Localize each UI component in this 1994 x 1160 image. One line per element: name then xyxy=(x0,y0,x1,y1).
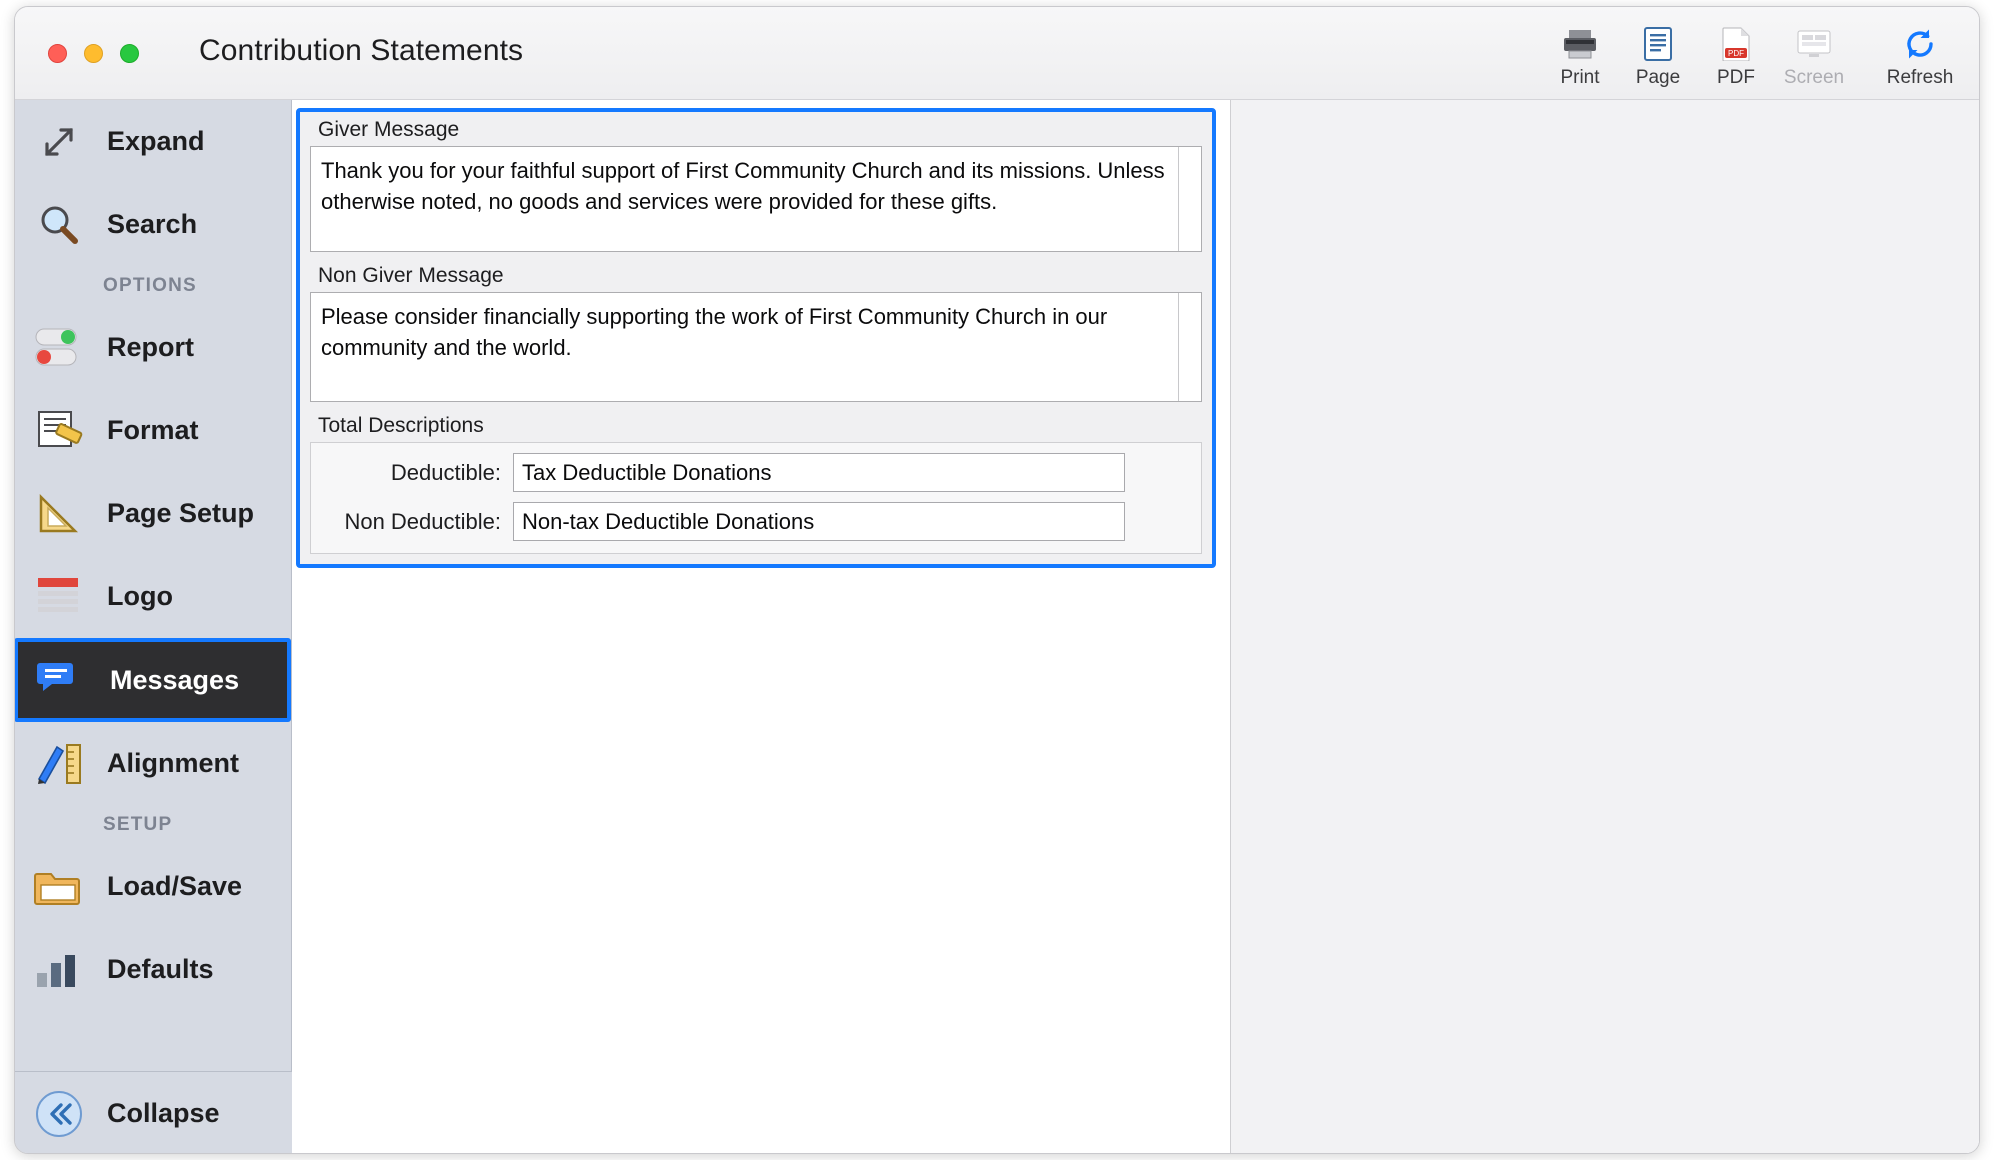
giver-message-group xyxy=(300,112,1212,252)
window-title: Contribution Statements xyxy=(199,34,524,67)
screen-icon xyxy=(1797,27,1831,61)
preview-pane xyxy=(1230,100,1980,1154)
toolbar-pdf-label: PDF xyxy=(1717,67,1755,88)
folder-icon xyxy=(31,859,87,915)
sidebar-footer xyxy=(15,1071,292,1154)
page-icon xyxy=(1644,27,1672,61)
sidebar-item-logo-label: Logo xyxy=(107,581,173,611)
title-bar xyxy=(15,7,1979,100)
sidebar-item-format-label: Format xyxy=(107,415,199,445)
deductible-row xyxy=(323,453,1189,492)
app-window xyxy=(14,6,1980,1154)
non-giver-message-input[interactable]: Please consider financially supporting the work of First Community Church in our community and the world. xyxy=(321,304,1114,360)
sidebar-item-expand-label: Expand xyxy=(107,126,205,156)
messages-settings-panel xyxy=(296,108,1216,568)
toolbar-pdf-button[interactable] xyxy=(1697,19,1775,89)
toolbar-print-label: Print xyxy=(1560,67,1600,88)
sidebar-item-report-label: Report xyxy=(107,332,194,362)
non-giver-message-label: Non Giver Message xyxy=(318,264,504,287)
toolbar-page-button[interactable] xyxy=(1619,19,1697,89)
non-giver-message-group xyxy=(300,258,1212,402)
toolbar-refresh-button[interactable] xyxy=(1881,19,1959,89)
speech-bubble-icon xyxy=(34,652,90,708)
non-deductible-input[interactable]: Non-tax Deductible Donations xyxy=(513,502,1125,541)
sidebar-item-defaults[interactable] xyxy=(15,928,291,1011)
pen-ruler-icon xyxy=(31,736,87,792)
sidebar-section-options: OPTIONS xyxy=(103,275,197,296)
expand-arrows-icon xyxy=(31,114,87,170)
non-giver-message-scrollbar[interactable] xyxy=(1178,293,1201,401)
sidebar-item-collapse-label: Collapse xyxy=(107,1098,220,1128)
non-deductible-label: Non Deductible: xyxy=(344,508,501,534)
sidebar-item-defaults-label: Defaults xyxy=(107,954,214,984)
toolbar-screen-button[interactable] xyxy=(1775,19,1853,89)
sidebar-item-page-setup-label: Page Setup xyxy=(107,498,255,528)
toolbar-page-label: Page xyxy=(1635,67,1681,88)
format-ruler-icon xyxy=(31,403,87,459)
sidebar-section-setup: SETUP xyxy=(103,814,173,835)
logo-icon xyxy=(31,569,87,625)
sidebar xyxy=(15,100,292,1154)
zoom-button[interactable] xyxy=(120,44,139,63)
non-deductible-row xyxy=(323,502,1189,541)
magnifier-icon xyxy=(31,197,87,253)
window-controls xyxy=(48,44,139,63)
toolbar-print-button[interactable] xyxy=(1541,19,1619,89)
deductible-input[interactable]: Tax Deductible Donations xyxy=(513,453,1125,492)
total-descriptions-group xyxy=(300,408,1212,554)
sidebar-item-messages-label: Messages xyxy=(110,664,240,695)
minimize-button[interactable] xyxy=(84,44,103,63)
bar-chart-icon xyxy=(31,942,87,998)
close-button[interactable] xyxy=(48,44,67,63)
toggles-icon xyxy=(31,320,87,376)
total-descriptions-box xyxy=(310,442,1202,554)
pdf-icon xyxy=(1722,27,1750,61)
sidebar-item-collapse[interactable] xyxy=(15,1072,292,1154)
sidebar-item-report[interactable] xyxy=(15,306,291,389)
window-body xyxy=(15,100,1980,1154)
sidebar-item-load-save-label: Load/Save xyxy=(107,871,243,901)
sidebar-item-load-save[interactable] xyxy=(15,845,291,928)
sidebar-item-format[interactable] xyxy=(15,389,291,472)
total-descriptions-label: Total Descriptions xyxy=(318,414,484,437)
toolbar xyxy=(1541,19,1959,89)
giver-message-field[interactable] xyxy=(310,146,1202,252)
toolbar-screen-label: Screen xyxy=(1783,67,1845,88)
non-giver-message-field[interactable] xyxy=(310,292,1202,402)
sidebar-item-alignment-label: Alignment xyxy=(107,748,239,778)
triangle-ruler-icon xyxy=(31,486,87,542)
sidebar-item-messages[interactable] xyxy=(14,638,291,722)
svg-text:PDF: PDF xyxy=(1728,49,1744,58)
deductible-label: Deductible: xyxy=(390,459,501,485)
sidebar-item-alignment[interactable] xyxy=(15,722,291,805)
giver-message-scrollbar[interactable] xyxy=(1178,147,1201,251)
sidebar-item-logo[interactable] xyxy=(15,555,291,638)
content-area xyxy=(292,100,1980,1154)
sidebar-item-page-setup[interactable] xyxy=(15,472,291,555)
sidebar-item-expand[interactable] xyxy=(15,100,291,183)
toolbar-refresh-label: Refresh xyxy=(1886,67,1954,88)
printer-icon xyxy=(1562,27,1598,61)
double-chevron-left-icon xyxy=(31,1086,87,1142)
giver-message-input[interactable]: Thank you for your faithful support of First Community Church and its missions. Unless otherwise noted, no goods and services were provided for these gifts. xyxy=(321,158,1171,214)
refresh-icon xyxy=(1903,27,1937,61)
sidebar-item-search-label: Search xyxy=(107,209,198,239)
sidebar-item-search[interactable] xyxy=(15,183,291,266)
giver-message-label: Giver Message xyxy=(318,118,460,141)
